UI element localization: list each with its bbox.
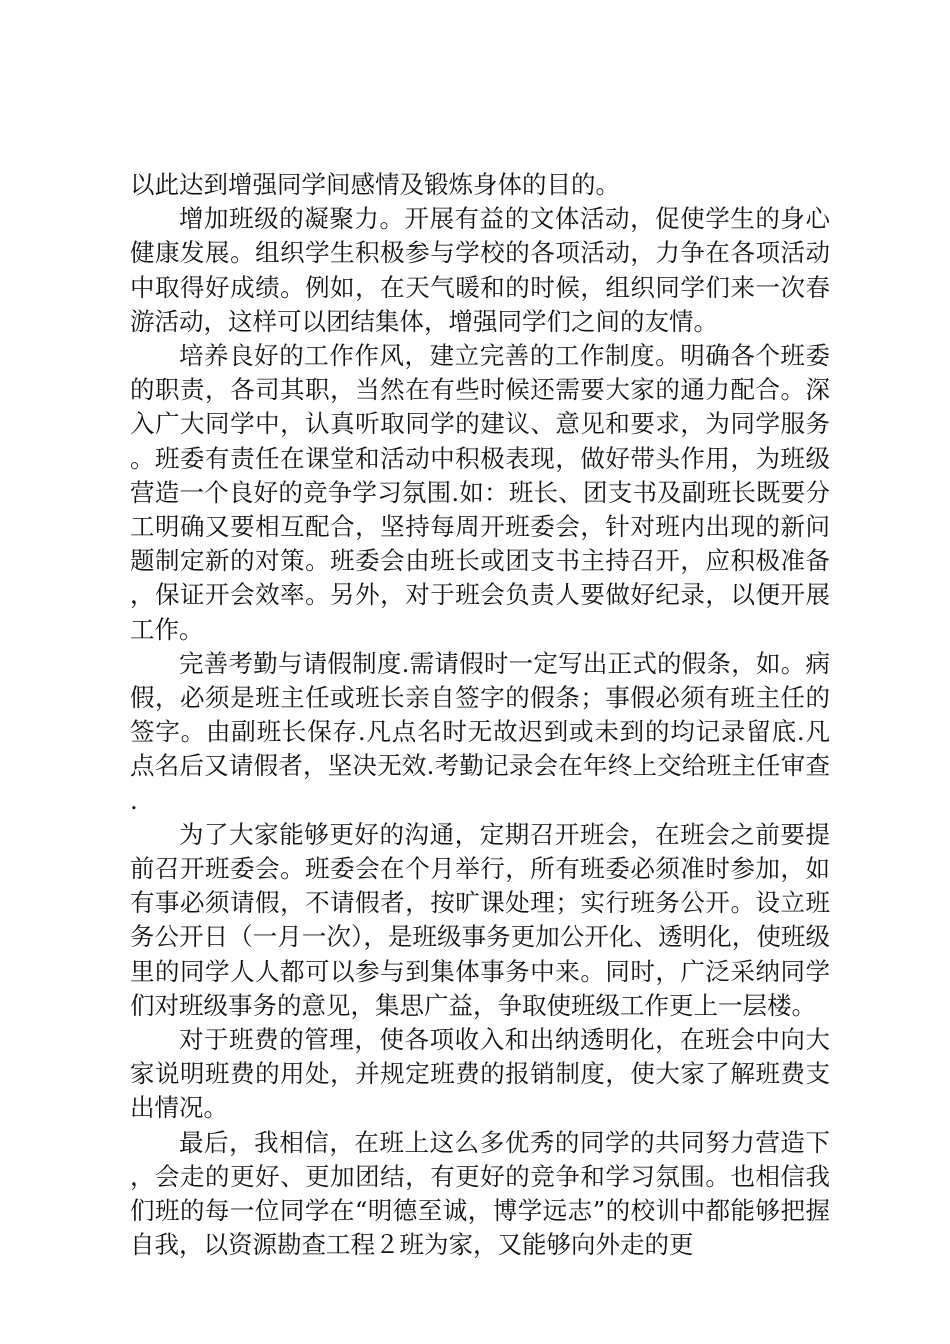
paragraph-continuation: 以此达到增强同学间感情及锻炼身体的目的。 — [130, 170, 620, 199]
paragraph-communication: 为了大家能够更好的沟通，定期召开班会，在班会之前要提前召开班委会。班委会在个月举行，所有班委必须准时参加，如有事必须请假，不请假者，按旷课处理；实行班务公开。设立班务公开日（一月一次），是班级事务更加公开化、透明化，使班级里的同学人人都可以参与到集体事务中来。同时，广泛采纳同学们对班级事务的意见，集思广益，争取使班级工作更上一层楼。 — [130, 819, 830, 1020]
paragraph-class-fee: 对于班费的管理，使各项收入和出纳透明化，在班会中向大家说明班费的用处，并规定班费的报销制度，使大家了解班费支出情况。 — [130, 1025, 830, 1123]
paragraph-attendance: 完善考勤与请假制度.需请假时一定写出正式的假条，如。病假，必须是班主任或班长亲自签字的假条；事假必须有班主任的签字。由副班长保存.凡点名时无故迟到或未到的均记录留底.凡点名后又请假者，坚决无效.考勤记录会在年终上交给班主任审查. — [130, 648, 830, 815]
paragraph-work-style: 培养良好的工作作风，建立完善的工作制度。明确各个班委的职责，各司其职，当然在有些时候还需要大家的通力配合。深入广大同学中，认真听取同学的建议、意见和要求，为同学服务。班委有责任在课堂和活动中积极表现，做好带头作用，为班级营造一个良好的竞争学习氛围.如：班长、团支书及副班长既要分工明确又要相互配合，坚持每周开班委会，针对班内出现的新问题制定新的对策。班委会由班长或团支书主持召开，应积极准备，保证开会效率。另外，对于班会负责人要做好纪录，以便开展工作。 — [130, 341, 830, 644]
document-body — [130, 168, 830, 1263]
paragraph-conclusion: 最后，我相信，在班上这么多优秀的同学的共同努力营造下，会走的更好、更加团结，有更好的竞争和学习氛围。也相信我们班的每一位同学在“明德至诚，博学远志”的校训中都能够把握自我，以资源勘查工程２班为家，又能够向外走的更 — [130, 1127, 830, 1260]
paragraph-cohesion: 增加班级的凝聚力。开展有益的文体活动，促使学生的身心健康发展。组织学生积极参与学校的各项活动，力争在各项活动中取得好成绩。例如，在天气暖和的时候，组织同学们来一次春游活动，这样可以团结集体，增强同学们之间的友情。 — [130, 204, 830, 336]
